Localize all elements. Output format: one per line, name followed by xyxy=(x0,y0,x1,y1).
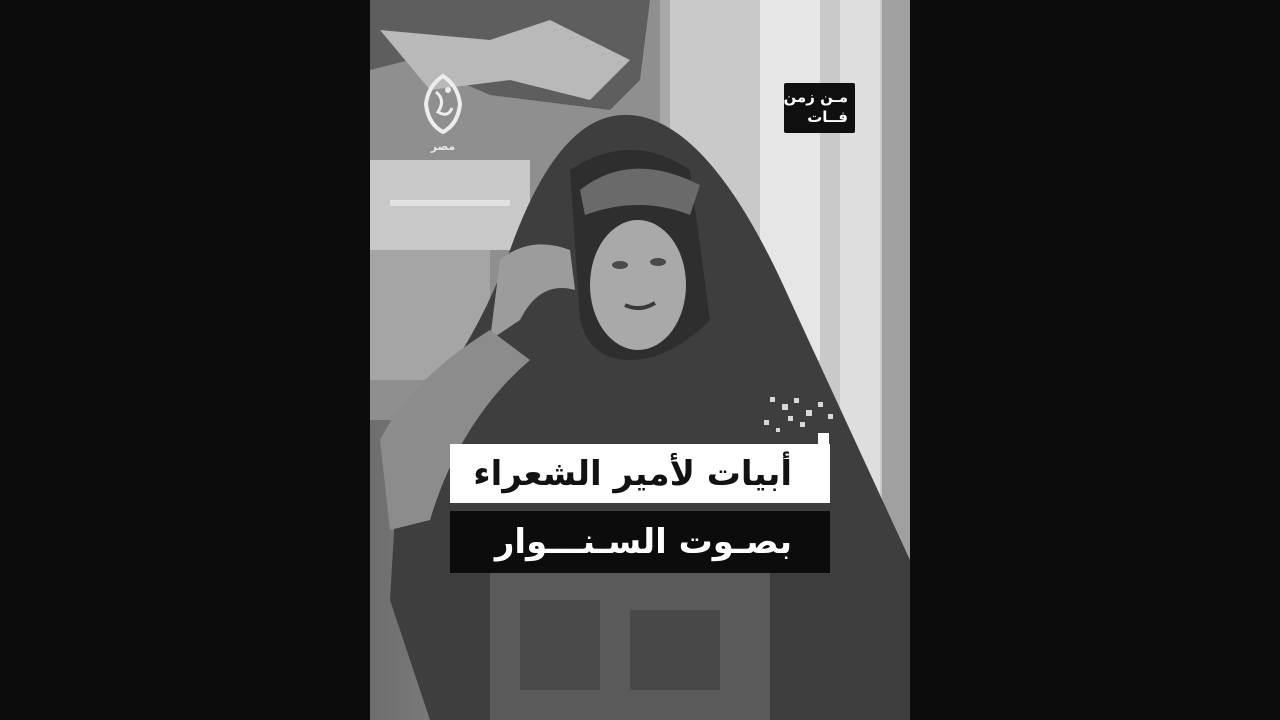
segment-badge xyxy=(784,83,855,133)
title-corner-square xyxy=(818,433,829,444)
channel-logo xyxy=(418,72,468,156)
aljazeera-logo-icon xyxy=(418,72,468,138)
eye-right xyxy=(650,258,666,266)
eye-left xyxy=(612,261,628,269)
title-line-2: بصـوت السـنـــوار xyxy=(450,511,830,573)
badge-line-2: فــات xyxy=(807,108,848,126)
video-frame[interactable] xyxy=(370,0,910,720)
face xyxy=(590,220,686,350)
logo-subtitle: مصر xyxy=(430,140,456,153)
title-line-1: أبيات لأمير الشعراء xyxy=(450,444,830,503)
badge-line-1: مـن زمن xyxy=(783,88,848,106)
vest-pocket xyxy=(520,600,600,690)
vest-pocket-2 xyxy=(630,610,720,690)
shelf-lines xyxy=(390,200,510,206)
